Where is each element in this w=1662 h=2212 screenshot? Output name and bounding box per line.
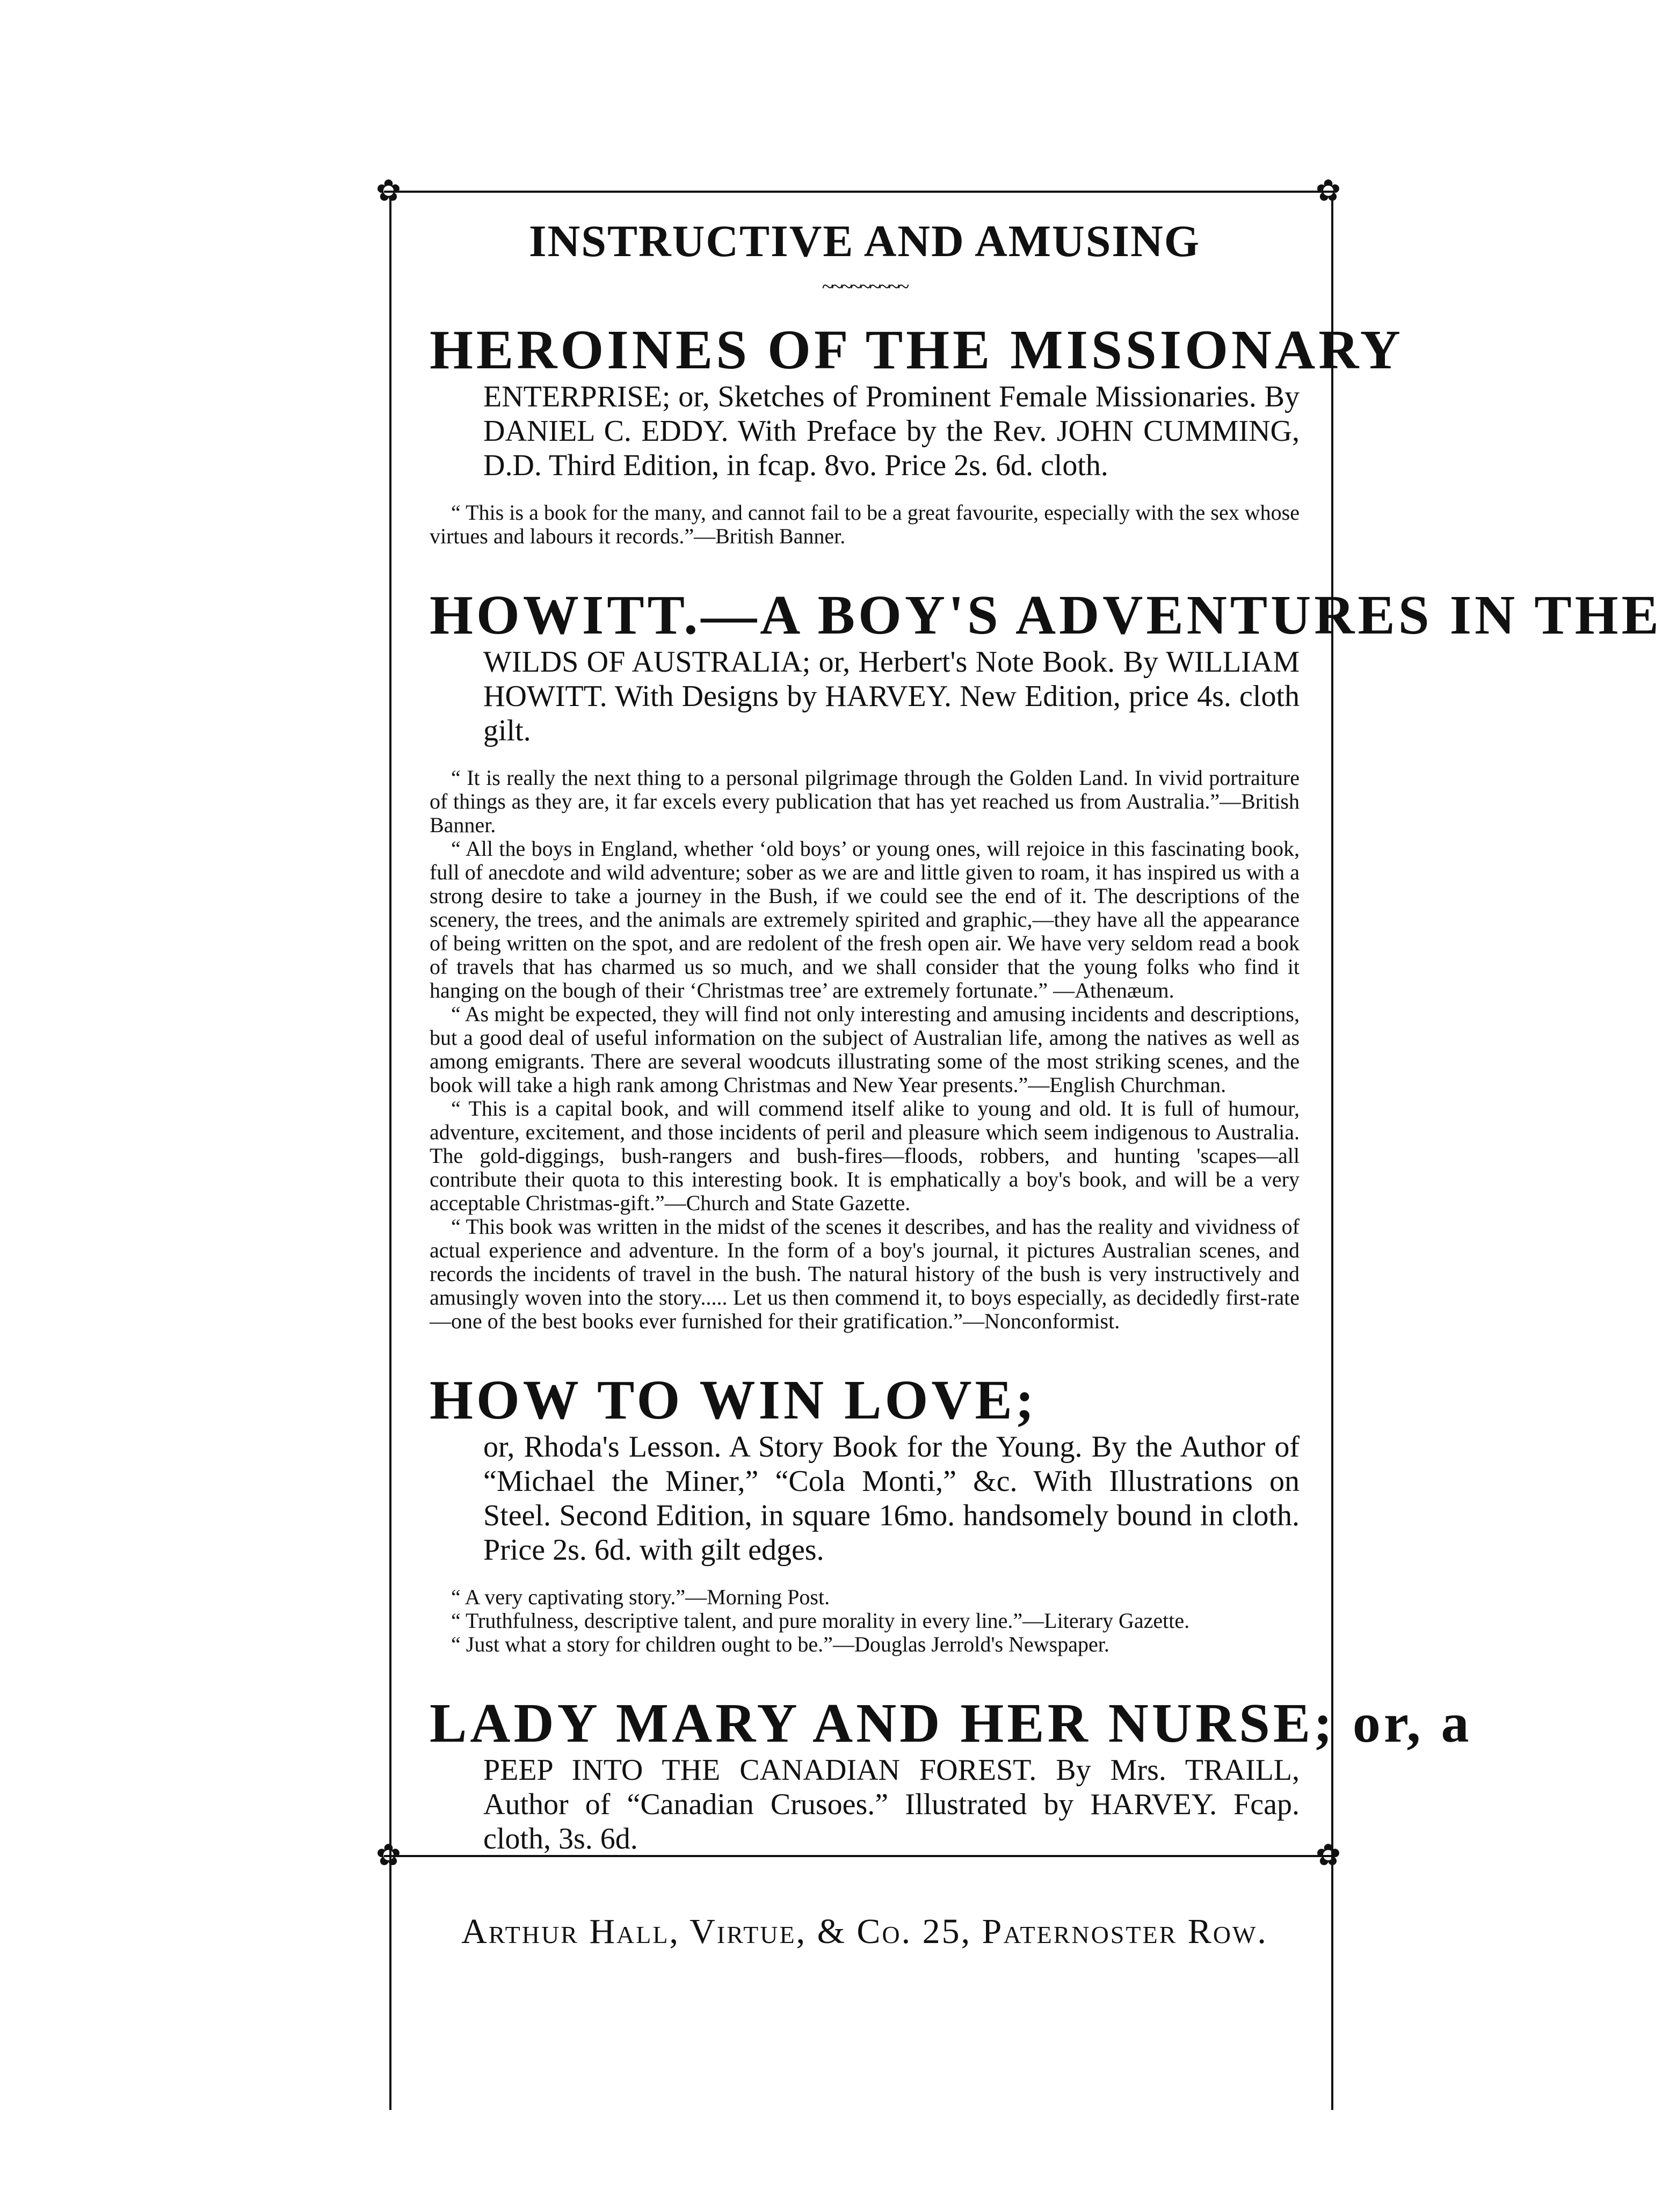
book-title: LADY MARY AND HER NURSE; or, a <box>430 1692 1472 1754</box>
review-quote: “ Truthfulness, descriptive talent, and pure morality in every line.”—Literary Gazette. <box>451 1609 1190 1633</box>
book-description: PEEP INTO THE CANADIAN FOREST. By Mrs. TRAILL, Author of “Canadian Crusoes.” Illustrated by HARVEY. Fcap. cloth, 3s. 6d. <box>483 1753 1300 1856</box>
review-quote: “ This book was written in the midst of the scenes it describes, and has the reality and vividness of actual experience and adventure. In the form of a boy's journal, it pictures Australian scenes, and records the incidents of travel in the bush. The natural history of the bush is very instructively and amusingly woven into the story..... Let us then commend it, to boys especially, as decidedly first-rate—one of the best books ever furnished for their gratification.”—Nonconformist. <box>430 1214 1300 1333</box>
corner-ornament-top-right: ✿ <box>1316 174 1341 208</box>
review-quotes <box>430 1585 1300 1656</box>
page-title: INSTRUCTIVE AND AMUSING <box>528 216 1201 266</box>
review-quote: “ All the boys in England, whether ‘old boys’ or young ones, will rejoice in this fascinating book, full of anecdote and wild adventure; sober as we are and little given to roam, it has inspired us with a strong desire to take a journey in the Bush, if we could see the end of it. The descriptions of the scenery, the trees, and the animals are extremely spirited and graphic,—they have all the appearance of being written on the spot, and are redolent of the fresh open air. We have very seldom read a book of travels that has charmed us so much, and we shall consider that the young folks who find it hanging on the bough of their ‘Christmas tree’ are extremely fortunate.” —Athenæum. <box>430 836 1300 1002</box>
corner-ornament-bottom-left: ✿ <box>376 1839 401 1872</box>
top-rule <box>384 191 1334 193</box>
corner-ornament-top-left: ✿ <box>376 174 401 208</box>
review-quotes <box>430 766 1300 1333</box>
book-entry-lady-mary <box>430 1692 1472 1856</box>
book-title: HEROINES OF THE MISSIONARY <box>430 319 1404 381</box>
book-entry-how-to-win-love <box>430 1371 1300 1656</box>
book-title: HOWITT.—A BOY'S ADVENTURES IN THE <box>430 584 1662 646</box>
advertisement-content <box>430 215 1662 1894</box>
review-quote: “ It is really the next thing to a personal pilgrimage through the Golden Land. In vivid portraiture of things as they are, it far excels every publication that has yet reached us from Australia.”—British Banner. <box>430 766 1300 837</box>
corner-ornament-bottom-right: ✿ <box>1316 1839 1341 1872</box>
book-description: ENTERPRISE; or, Sketches of Prominent Female Missionaries. By DANIEL C. EDDY. With Preface by the Rev. JOHN CUMMING, D.D. Third Edition, in fcap. 8vo. Price 2s. 6d. cloth. <box>483 380 1300 482</box>
book-title: HOW TO WIN LOVE; <box>430 1369 1037 1431</box>
review-quote: “ This is a book for the many, and cannot fail to be a great favourite, especially with the sex whose virtues and labours it records.”—British Banner. <box>430 500 1300 548</box>
review-quotes <box>430 501 1300 548</box>
publisher-imprint: Arthur Hall, Virtue, & Co. 25, Paternoster Row. <box>461 1912 1268 1951</box>
book-entry-heroines <box>430 319 1404 548</box>
review-quote: “ As might be expected, they will find not only interesting and amusing incidents and descriptions, but a good deal of useful information on the subject of Australian life, among the natives as well as among emigrants. There are several woodcuts illustrating some of the most striking scenes, and the book will take a high rank among Christmas and New Year presents.”—English Churchman. <box>430 1002 1300 1097</box>
book-description: or, Rhoda's Lesson. A Story Book for the Young. By the Author of “Michael the Miner,” “Cola Monti,” &c. With Illustrations on Steel. Second Edition, in square 16mo. handsomely bound in cloth. Price 2s. 6d. with gilt edges. <box>483 1430 1300 1567</box>
book-description: WILDS OF AUSTRALIA; or, Herbert's Note Book. By WILLIAM HOWITT. With Designs by HARVEY. New Edition, price 4s. cloth gilt. <box>483 645 1300 747</box>
review-quote: “ Just what a story for children ought to be.”—Douglas Jerrold's Newspaper. <box>451 1632 1109 1656</box>
title-divider: ~~~~~~~~~ <box>822 274 908 299</box>
review-quote: “ This is a capital book, and will commend itself alike to young and old. It is full of humour, adventure, excitement, and those incidents of peril and pleasure which seem indigenous to Australia. The gold-diggings, bush-rangers and bush-fires—floods, robbers, and hunting 'scapes—all contribute their quota to this interesting book. It is emphatically a boy's book, and will be a very acceptable Christmas-gift.”—Church and State Gazette. <box>430 1096 1300 1215</box>
review-quote: “ A very captivating story.”—Morning Post. <box>451 1585 830 1609</box>
book-entry-howitt <box>430 584 1662 1333</box>
